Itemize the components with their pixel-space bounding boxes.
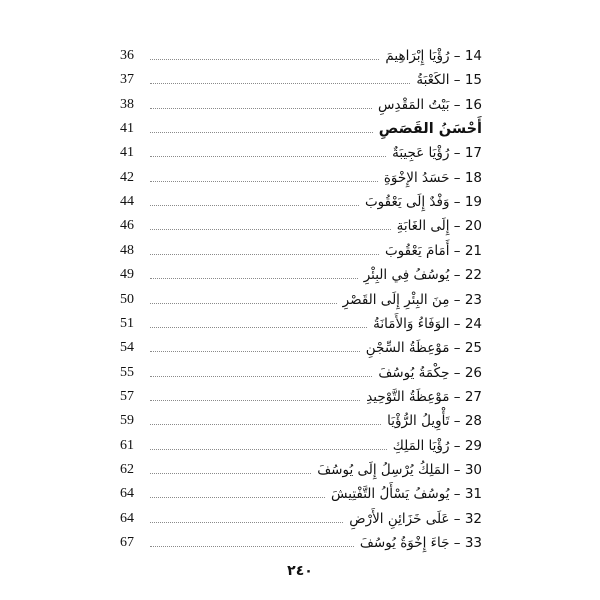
toc-entry-title: 15 – الكَعْبَةُ — [416, 72, 482, 89]
toc-leader-dots — [150, 254, 379, 255]
toc-entry — [112, 190, 482, 214]
toc-entry — [112, 312, 482, 336]
toc-entry — [112, 507, 482, 531]
toc-leader-dots — [150, 205, 359, 206]
toc-page-number: 64 — [120, 486, 134, 502]
toc-entry — [112, 68, 482, 92]
toc-entry — [112, 458, 482, 482]
toc-page-number: 37 — [120, 72, 134, 88]
toc-entry-title: 14 – رُؤْيَا إِبْرَاهِيمَ — [385, 48, 482, 64]
toc-entry — [112, 531, 482, 555]
toc-entry-title: 23 – مِنَ البِئْرِ إِلَى القَصْرِ — [342, 291, 482, 308]
toc-entry-title: 20 – إِلَى الغَابَةِ — [396, 218, 482, 235]
toc-page-number: 64 — [120, 510, 134, 526]
toc-entry-title: 25 – مَوْعِظَةُ السِّجْنِ — [365, 340, 482, 357]
toc-page-number: 62 — [120, 461, 134, 477]
toc-entry — [112, 93, 482, 117]
toc-entry — [112, 482, 482, 506]
toc-page-number: 59 — [120, 413, 134, 429]
toc-entry-title: 26 – حِكْمَةُ يُوسُفَ — [378, 364, 482, 381]
toc-entry-title: 17 – رُؤْيَا عَجِيبَةٌ — [392, 145, 482, 162]
toc-page-number: 67 — [120, 535, 134, 550]
toc-entry-title: 28 – تَأْوِيلُ الرُّؤْيَا — [387, 413, 482, 430]
toc-page-number: 54 — [120, 340, 134, 356]
toc-leader-dots — [150, 278, 358, 279]
toc-page-number: 36 — [120, 48, 134, 63]
toc-page-number: 41 — [120, 121, 134, 137]
toc-entry — [112, 141, 482, 165]
toc-page-number: 55 — [120, 364, 134, 380]
toc-entry — [112, 166, 482, 190]
toc-page-number: 49 — [120, 267, 134, 283]
toc-leader-dots — [150, 181, 378, 182]
toc-leader-dots — [150, 156, 386, 157]
page-number: ٢٤٠ — [287, 563, 313, 579]
toc-entry-title: 24 – الوَفَاءُ وَالأَمَانَةُ — [373, 315, 482, 332]
toc-entry-title: 33 – جَاءَ إِخْوَةُ يُوسُفَ — [359, 535, 482, 551]
toc-entry-title: 21 – أَمَامَ يَعْقُوبَ — [384, 242, 482, 259]
toc-page-number: 46 — [120, 218, 134, 234]
toc-entry-title: 30 – المَلِكُ يُرْسِلُ إِلَى يُوسُفَ — [317, 461, 482, 478]
toc-entry-title: 27 – مَوْعِظَةُ التَّوْحِيدِ — [366, 388, 482, 405]
toc-leader-dots — [150, 132, 373, 133]
toc-entry — [112, 239, 482, 263]
toc-leader-dots — [150, 327, 367, 328]
toc-entry — [112, 361, 482, 385]
toc-page-number: 50 — [120, 291, 134, 307]
toc-leader-dots — [150, 108, 372, 109]
toc-section-heading — [112, 117, 482, 141]
toc-entry-title: 16 – بَيْتُ المَقْدِسِ — [378, 96, 482, 113]
toc-entry — [112, 263, 482, 287]
toc-leader-dots — [150, 546, 354, 547]
toc-entry-title: 29 – رُؤْيَا المَلِكِ — [392, 437, 482, 454]
toc-page-number: 42 — [120, 169, 134, 185]
toc-page-number: 44 — [120, 194, 134, 210]
toc-entry-title: 22 – يُوسُفُ فِي البِئْرِ — [363, 267, 482, 284]
toc-page-number: 57 — [120, 388, 134, 404]
toc-leader-dots — [150, 351, 360, 352]
toc-entry — [112, 44, 482, 68]
toc-leader-dots — [150, 449, 387, 450]
toc-entry — [112, 434, 482, 458]
table-of-contents — [112, 44, 482, 574]
toc-entry — [112, 288, 482, 312]
toc-leader-dots — [150, 522, 343, 523]
toc-leader-dots — [150, 497, 325, 498]
toc-entry-title: أَحْسَنُ القَصَصِ — [378, 121, 482, 138]
toc-page-number: 51 — [120, 315, 134, 331]
toc-leader-dots — [150, 376, 372, 377]
toc-entry — [112, 385, 482, 409]
toc-leader-dots — [150, 400, 360, 401]
toc-leader-dots — [150, 83, 410, 84]
toc-entry-title: 31 – يُوسُفُ يَسْأَلُ التَّفْتِيشَ — [331, 486, 482, 503]
toc-entry-title: 32 – عَلَى خَزَائِنِ الأَرْضِ — [349, 510, 482, 527]
toc-page-number: 48 — [120, 242, 134, 258]
toc-entry — [112, 409, 482, 433]
toc-leader-dots — [150, 424, 381, 425]
toc-leader-dots — [150, 59, 379, 60]
toc-leader-dots — [150, 303, 337, 304]
toc-entry — [112, 214, 482, 238]
toc-entry — [112, 336, 482, 360]
toc-leader-dots — [150, 229, 391, 230]
toc-page-number: 38 — [120, 96, 134, 112]
toc-page-number: 61 — [120, 437, 134, 453]
toc-entry-title: 19 – وَفْدٌ إِلَى يَعْقُوبَ — [364, 194, 482, 211]
toc-leader-dots — [150, 473, 311, 474]
toc-page-number: 41 — [120, 145, 134, 161]
toc-entry-title: 18 – حَسَدُ الإِخْوَةِ — [383, 169, 482, 186]
